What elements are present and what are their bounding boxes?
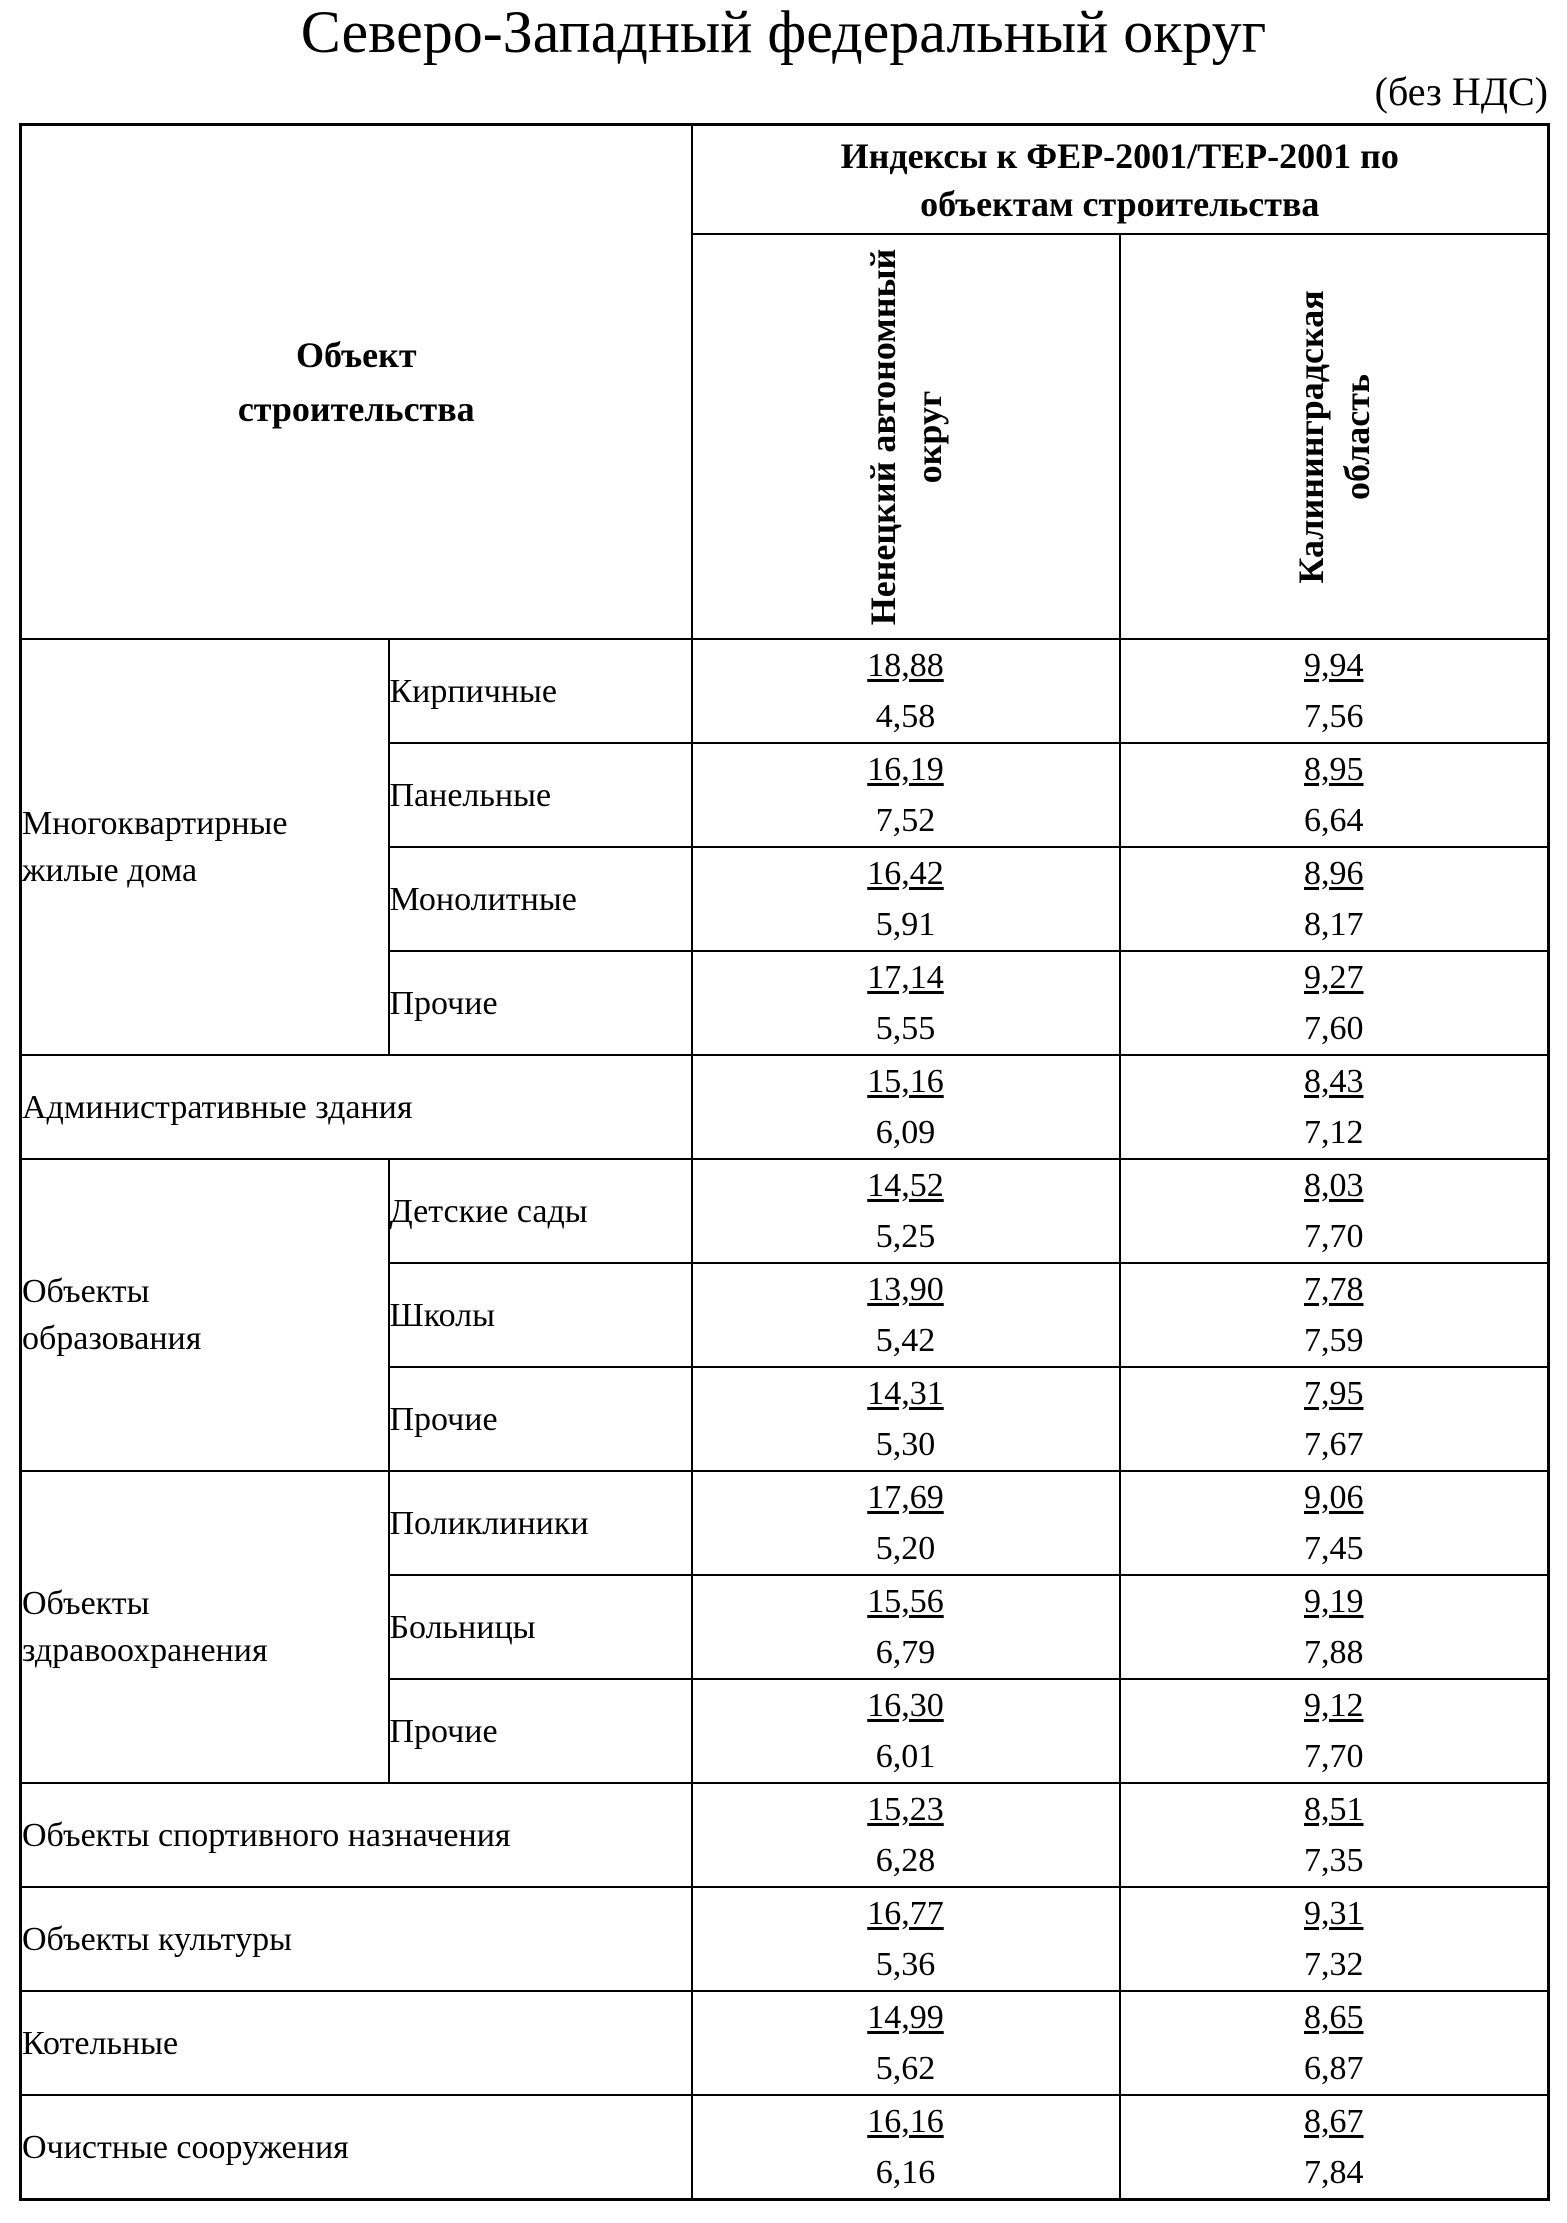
value-bottom: 5,36: [875, 1946, 936, 1983]
value-cell-1: [692, 2095, 1120, 2200]
row-group-label: Многоквартирные жилые дома: [22, 805, 288, 889]
value-cell-2: [1120, 1679, 1549, 1783]
value-bottom: 7,84: [1304, 2154, 1364, 2191]
row-group: [21, 639, 389, 1055]
header-indices-label: Индексы к ФЕР-2001/ТЕР-2001 по объектам строительства: [840, 135, 1399, 224]
value-bottom: 5,55: [875, 1010, 936, 1047]
value-cell-2: [1120, 639, 1549, 743]
header-region-1: [692, 234, 1120, 639]
table-row: [21, 1159, 1549, 1263]
value-top: 15,56: [867, 1583, 944, 1620]
table-row: [21, 1055, 1549, 1159]
row-subtype: Детские сады: [389, 1159, 692, 1263]
value-top: 16,30: [867, 1687, 944, 1724]
value-top: 16,77: [867, 1895, 944, 1932]
row-subtype: Кирпичные: [389, 639, 692, 743]
value-bottom: 7,70: [1304, 1738, 1364, 1775]
row-subtype: Панельные: [389, 743, 692, 847]
row-name: Объекты культуры: [21, 1887, 692, 1991]
value-bottom: 6,79: [875, 1634, 936, 1671]
value-bottom: 7,60: [1304, 1010, 1364, 1047]
index-table: [19, 123, 1550, 2201]
value-top: 9,94: [1304, 647, 1364, 684]
value-cell-2: [1120, 1887, 1549, 1991]
row-subtype: Прочие: [389, 951, 692, 1055]
value-cell-1: [692, 847, 1120, 951]
value-bottom: 7,52: [875, 802, 936, 839]
row-group-label: Объекты здравоохранения: [22, 1585, 268, 1669]
value-top: 8,51: [1304, 1791, 1364, 1828]
value-cell-2: [1120, 1471, 1549, 1575]
row-name: Объекты спортивного назначения: [21, 1783, 692, 1887]
value-top: 9,19: [1304, 1583, 1364, 1620]
header-region-2: [1120, 234, 1549, 639]
value-bottom: 7,35: [1304, 1842, 1364, 1879]
header-object-label: Объект строительства: [237, 335, 475, 429]
value-top: 16,19: [867, 751, 944, 788]
value-top: 17,69: [867, 1479, 944, 1516]
value-bottom: 5,20: [875, 1530, 936, 1567]
value-bottom: 5,25: [875, 1218, 936, 1255]
value-cell-1: [692, 639, 1120, 743]
header-object: [21, 125, 692, 640]
value-top: 13,90: [867, 1271, 944, 1308]
value-bottom: 6,01: [875, 1738, 936, 1775]
value-cell-2: [1120, 2095, 1549, 2200]
table-row: [21, 2095, 1549, 2200]
value-cell-1: [692, 1159, 1120, 1263]
value-top: 14,52: [867, 1167, 944, 1204]
row-subtype: Больницы: [389, 1575, 692, 1679]
value-cell-2: [1120, 1783, 1549, 1887]
value-cell-2: [1120, 1055, 1549, 1159]
value-bottom: 8,17: [1304, 906, 1364, 943]
row-subtype: Школы: [389, 1263, 692, 1367]
value-cell-2: [1120, 847, 1549, 951]
value-top: 8,65: [1304, 1999, 1364, 2036]
value-top: 14,99: [867, 1999, 944, 2036]
value-top: 17,14: [867, 959, 944, 996]
value-bottom: 7,88: [1304, 1634, 1364, 1671]
row-name: Очистные сооружения: [21, 2095, 692, 2200]
value-top: 7,78: [1304, 1271, 1364, 1308]
value-bottom: 7,56: [1304, 698, 1364, 735]
value-bottom: 5,62: [875, 2050, 936, 2087]
table-row: [21, 639, 1549, 743]
value-bottom: 7,59: [1304, 1322, 1364, 1359]
value-cell-1: [692, 1887, 1120, 1991]
table-row: [21, 1887, 1549, 1991]
value-cell-1: [692, 1991, 1120, 2095]
table-row: [21, 1471, 1549, 1575]
value-cell-1: [692, 1575, 1120, 1679]
value-cell-2: [1120, 1263, 1549, 1367]
row-subtype: Монолитные: [389, 847, 692, 951]
value-top: 8,03: [1304, 1167, 1364, 1204]
row-subtype: Прочие: [389, 1679, 692, 1783]
row-name: Котельные: [21, 1991, 692, 2095]
value-top: 16,42: [867, 855, 944, 892]
value-cell-1: [692, 1783, 1120, 1887]
value-cell-1: [692, 1263, 1120, 1367]
value-bottom: 7,67: [1304, 1426, 1364, 1463]
row-group: [21, 1471, 389, 1783]
table-row: [21, 1991, 1549, 2095]
value-top: 9,27: [1304, 959, 1364, 996]
header-region-1-label: Ненецкий автономный округ: [862, 248, 949, 625]
value-cell-2: [1120, 1575, 1549, 1679]
value-bottom: 7,70: [1304, 1218, 1364, 1255]
value-bottom: 5,42: [875, 1322, 936, 1359]
value-bottom: 5,91: [875, 906, 936, 943]
row-group: [21, 1159, 389, 1471]
value-top: 9,31: [1304, 1895, 1364, 1932]
row-group-label: Объекты образования: [22, 1273, 202, 1357]
value-cell-2: [1120, 1991, 1549, 2095]
value-top: 7,95: [1304, 1375, 1364, 1412]
value-cell-2: [1120, 743, 1549, 847]
value-bottom: 7,45: [1304, 1530, 1364, 1567]
value-bottom: 6,87: [1304, 2050, 1364, 2087]
value-cell-2: [1120, 1367, 1549, 1471]
value-top: 8,95: [1304, 751, 1364, 788]
header-indices: [692, 125, 1549, 235]
value-top: 14,31: [867, 1375, 944, 1412]
value-cell-1: [692, 743, 1120, 847]
value-cell-1: [692, 1679, 1120, 1783]
value-bottom: 6,09: [875, 1114, 936, 1151]
value-cell-1: [692, 1367, 1120, 1471]
header-row: [21, 125, 1549, 235]
value-top: 8,43: [1304, 1063, 1364, 1100]
value-top: 15,16: [867, 1063, 944, 1100]
value-bottom: 6,16: [875, 2154, 936, 2191]
row-subtype: Прочие: [389, 1367, 692, 1471]
page-title: Северо-Западный федеральный округ: [300, 0, 1267, 65]
value-cell-1: [692, 1055, 1120, 1159]
value-top: 18,88: [867, 647, 944, 684]
row-subtype: Поликлиники: [389, 1471, 692, 1575]
value-bottom: 4,58: [875, 698, 936, 735]
value-cell-2: [1120, 951, 1549, 1055]
value-top: 9,06: [1304, 1479, 1364, 1516]
value-cell-1: [692, 1471, 1120, 1575]
value-cell-2: [1120, 1159, 1549, 1263]
value-top: 8,96: [1304, 855, 1364, 892]
value-bottom: 5,30: [875, 1426, 936, 1463]
value-top: 15,23: [867, 1791, 944, 1828]
value-bottom: 6,64: [1304, 802, 1364, 839]
row-name: Административные здания: [21, 1055, 692, 1159]
value-top: 9,12: [1304, 1687, 1364, 1724]
value-bottom: 7,12: [1304, 1114, 1364, 1151]
header-region-2-label: Калининградская область: [1290, 289, 1377, 584]
value-bottom: 7,32: [1304, 1946, 1364, 1983]
table-row: [21, 1783, 1549, 1887]
value-top: 16,16: [867, 2103, 944, 2140]
value-cell-1: [692, 951, 1120, 1055]
vat-note: (без НДС): [1374, 69, 1548, 114]
value-top: 8,67: [1304, 2103, 1364, 2140]
value-bottom: 6,28: [875, 1842, 936, 1879]
